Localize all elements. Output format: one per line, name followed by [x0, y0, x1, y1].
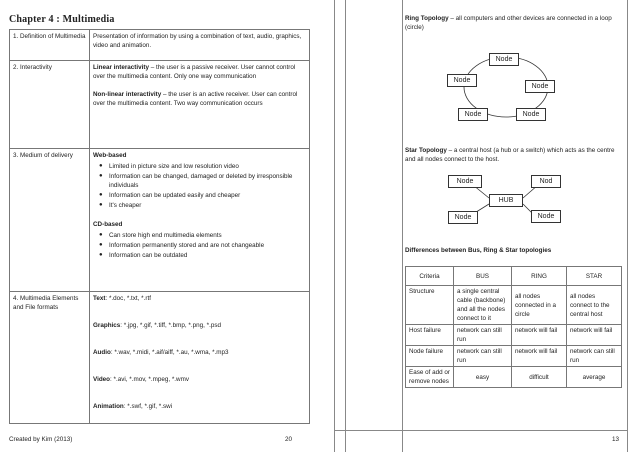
ring-node: Node [489, 53, 519, 66]
star-node: Nod [531, 175, 561, 188]
hub: HUB [489, 194, 523, 207]
list-item: ● Can store high end multimedia elements [99, 232, 222, 239]
chapter-title: Chapter 4 : Multimedia [9, 14, 115, 25]
ring-node: Node [525, 80, 555, 93]
format-graphics: Graphics: *.jpg, *.gif, *.tiff, *.bmp, *.png, *.psd [93, 322, 221, 329]
page-number-left: 20 [285, 436, 293, 443]
format-audio: Audio: *.wav, *.midi, *.aif/aiff, *.au, *.wma, *.mp3 [93, 349, 229, 356]
list-item: ● Information permanently stored and are not changeable [99, 242, 265, 249]
list-item: ● Information can be changed, damaged or deleted by irresponsible individuals [99, 173, 293, 189]
nonlinear-text: – the user is an active receiver. User can control over the multimedia content. Two way communication occurs [93, 91, 298, 107]
ring-node: Node [447, 74, 477, 87]
differences-title: Differences between Bus, Ring & Star topologies [405, 247, 552, 254]
page-number-right: 13 [612, 436, 620, 443]
star-topology-text: Star Topology – a central host (a hub or a switch) which acts as the centre and all nodes connect to the host. [405, 147, 615, 163]
star-node: Node [448, 211, 478, 224]
nonlinear-title: Non-linear interactivity [93, 91, 162, 98]
linear-title: Linear interactivity [93, 64, 149, 71]
linear-text: – the user is a passive receiver. User cannot control over the multimedia content. Only one way communication [93, 64, 296, 80]
format-animation: Animation: *.swf, *.gif, *.swi [93, 403, 173, 410]
star-node: Node [531, 210, 561, 223]
format-video: Video: *.avi, *.mov, *.mpeg, *.wmv [93, 376, 189, 383]
column-header: BUS [454, 267, 512, 286]
table-header-row [406, 267, 622, 286]
list-item: ● Information can be updated easily and cheaper [99, 192, 241, 199]
ring-node: Node [458, 108, 488, 121]
star-node: Node [448, 175, 482, 188]
cd-based-title: CD-based [93, 221, 123, 228]
row-label: 2. Interactivity [10, 61, 90, 149]
row-label: 4. Multimedia Elements and File formats [10, 292, 90, 424]
table-row: Ease of add or remove nodes easy difficult average [406, 367, 622, 388]
definition-text: Presentation of information by using a combination of text, audio, graphics, video and animation. [90, 30, 310, 61]
table-row: Structure a single central cable (backbone) and all the nodes connect to it all nodes connected in a circle all nodes connect to the central host [406, 286, 622, 325]
list-item: ● Limited in picture size and low resolution video [99, 163, 239, 170]
ring-node: Node [516, 108, 546, 121]
row-label: 1. Definition of Multimedia [10, 30, 90, 61]
list-item: ● Information can be outdated [99, 252, 188, 259]
column-header: RING [512, 267, 567, 286]
web-based-title: Web-based [93, 152, 127, 159]
column-header: Criteria [406, 267, 454, 286]
footer-credit: Created by Kim (2013) [9, 436, 73, 443]
row-label: 3. Medium of delivery [10, 149, 90, 292]
table-row: Node failure network can still run network will fail network can still run [406, 346, 622, 367]
list-item: ● It's cheaper [99, 202, 142, 209]
column-header: STAR [567, 267, 622, 286]
ring-topology-text: Ring Topology – all computers and other devices are connected in a loop (circle) [405, 15, 612, 31]
format-text: Text: *.doc, *.txt, *.rtf [93, 295, 151, 302]
topology-comparison-table [405, 266, 622, 388]
table-row: Host failure network can still run network will fail network will fail [406, 325, 622, 346]
